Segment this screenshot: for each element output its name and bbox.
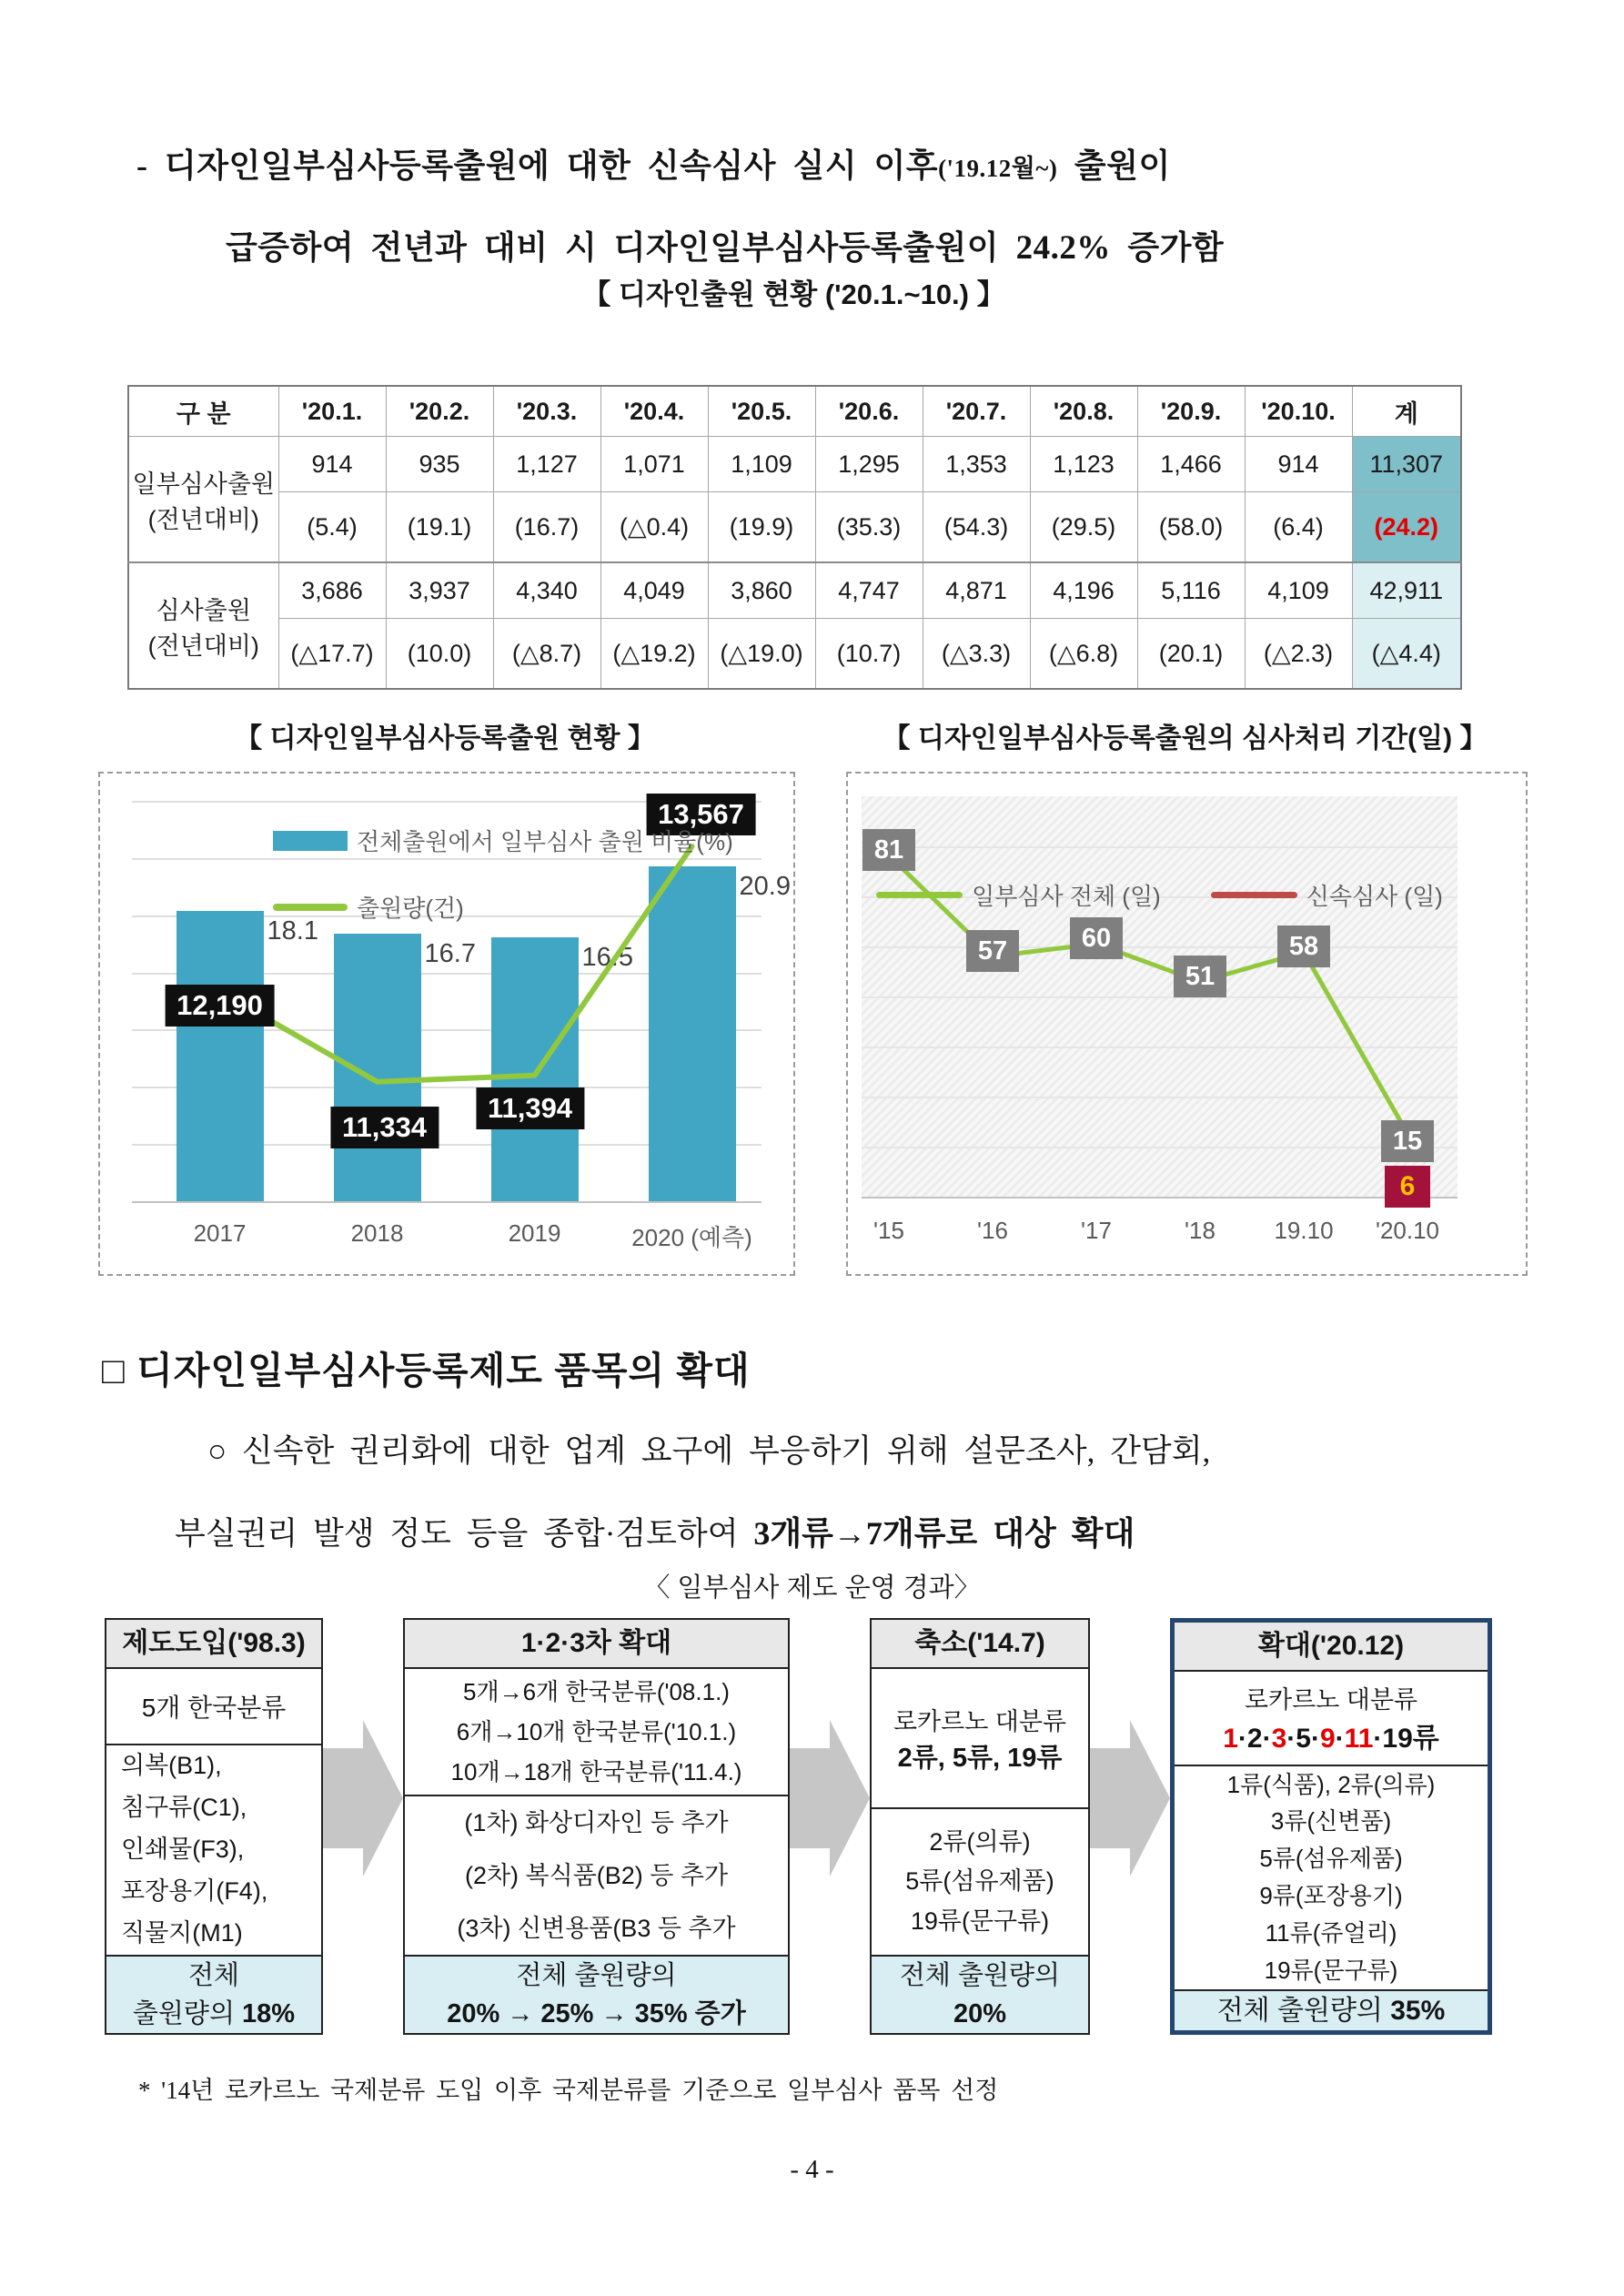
bar-value-label: 20.9 (739, 872, 791, 902)
square-bullet-icon: □ (102, 1350, 126, 1391)
intro-line-1 (136, 140, 1171, 187)
value-cell: 1,466 (1137, 437, 1245, 492)
text-run: 전체 출원량의 (1216, 1995, 1391, 2026)
diagram-text-line (106, 1957, 321, 1995)
pct-cell: (6.4) (1245, 492, 1352, 563)
text-run: 3 (1271, 1724, 1287, 1755)
x-axis-label: '18 (1185, 1217, 1215, 1244)
text-run: 35% (1390, 1995, 1446, 2026)
diagram-box-top-section (106, 1669, 321, 1745)
column-header: 구 분 (128, 386, 278, 437)
intro-line1-date: ('19.12월~) (938, 155, 1058, 182)
diagram-text-line: 5개 한국분류 (141, 1694, 287, 1723)
intro-line1-tail: 출원이 (1057, 147, 1171, 184)
pct-cell: (19.9) (708, 492, 815, 563)
x-axis-label: 2019 (508, 1219, 561, 1247)
diagram-text-line (106, 1995, 321, 2033)
value-cell: 4,340 (493, 562, 600, 619)
legend-item (1211, 878, 1443, 912)
column-header: '20.10. (1245, 386, 1352, 437)
diagram-box-top-section (1175, 1672, 1488, 1766)
value-cell: 914 (1245, 437, 1352, 492)
bullet-line-2 (175, 1508, 1135, 1554)
row-label (128, 562, 278, 689)
table-header-row (128, 386, 1461, 437)
bar-value-label: 18.1 (267, 916, 318, 946)
value-cell: 3,937 (386, 562, 493, 619)
bar-value-label: 16.5 (581, 942, 633, 972)
text-run: 20% → 25% → 35% 증가 (447, 1998, 746, 2028)
text-run: 전체 출원량의 (516, 1960, 677, 1990)
diagram-text-line: 의복(B1), (121, 1752, 222, 1780)
column-header: '20.9. (1137, 386, 1245, 437)
legend (862, 878, 1458, 912)
diagram-box (870, 1618, 1090, 2035)
diagram-box-header: 축소('14.7) (872, 1620, 1088, 1669)
fast-exam-value-label: 6 (1385, 1166, 1430, 1208)
diagram-box-body-section (405, 1796, 788, 1955)
row-label (128, 437, 278, 563)
value-cell: 4,049 (600, 562, 708, 619)
diagram-text-line: 6개→10개 한국분류('10.1.) (456, 1717, 737, 1745)
text-run: 전체 출원량의 (899, 1960, 1061, 1990)
bullet-line1-text: 신속한 권리화에 대한 업계 요구에 부응하기 위해 설문조사, 간담회, (227, 1433, 1211, 1469)
diagram-text-line: 침구류(C1), (121, 1794, 247, 1822)
design-applications-table (127, 385, 1462, 690)
intro-line2-text: 급증하여 전년과 대비 시 디자인일부심사등록출원이 (226, 229, 1016, 266)
line-value-label: 15 (1381, 1120, 1434, 1162)
circle-bullet-icon: ○ (207, 1433, 227, 1469)
bar-value-label: 16.7 (424, 939, 476, 969)
line-value-label: 12,190 (165, 985, 275, 1027)
pct-cell: (19.1) (386, 492, 493, 563)
value-cell: 5,116 (1137, 562, 1245, 619)
left-chart-title: 【 디자인일부심사등록출원 현황 】 (235, 723, 655, 754)
diagram-text-line: 10개→18개 한국분류('11.4.) (450, 1757, 742, 1785)
text-run: 18% (242, 1998, 296, 2028)
table-row (128, 492, 1461, 563)
pct-cell: (20.1) (1137, 619, 1245, 690)
pct-cell: (△8.7) (493, 619, 600, 690)
x-axis-label: '17 (1081, 1217, 1112, 1244)
legend-label: 전체출원에서 일부심사 출원 비율(%) (357, 828, 733, 855)
text-run: 2 (1246, 1724, 1263, 1755)
diagram-box-header: 제도도입('98.3) (106, 1620, 321, 1669)
bullet-line2-text: 부실권리 발생 정도 등을 종합·검토하여 (175, 1516, 754, 1552)
page-number: - 4 - (790, 2155, 834, 2184)
pct-cell: (△6.8) (1030, 619, 1137, 690)
column-header: '20.8. (1030, 386, 1137, 437)
value-cell: 914 (278, 437, 386, 492)
legend-line-series (273, 890, 464, 924)
text-run: 9 (1319, 1724, 1336, 1755)
value-cell: 1,353 (923, 437, 1030, 492)
text-run: · (1286, 1724, 1296, 1755)
right-arrow-icon (1090, 1720, 1170, 1876)
bar-series-swatch-icon (273, 831, 348, 851)
text-run: 1 (1223, 1724, 1238, 1755)
line-value-label: 13,567 (646, 794, 756, 835)
row-label-sub: (전년대비) (147, 632, 259, 660)
diagram-text-line (405, 1995, 788, 2033)
diagram-text-line: 5류(섬유제품) (905, 1867, 1054, 1896)
line-value-label: 60 (1070, 917, 1123, 959)
pct-cell: (54.3) (923, 492, 1030, 563)
total-cell: 11,307 (1352, 437, 1461, 492)
diagram-text-line: (3차) 신변용품(B3 등 추가 (457, 1914, 736, 1942)
pct-cell: (58.0) (1137, 492, 1245, 563)
diagram-text-line: 2류, 5류, 19류 (897, 1744, 1063, 1773)
diagram-title: 〈 일부심사 제도 운영 경과〉 (643, 1573, 981, 1603)
footnote: * '14년 로카르노 국제분류 도입 이후 국제분류를 기준으로 일부심사 품목 선정 (138, 2077, 999, 2104)
text-run: · (1373, 1724, 1383, 1755)
line-value-label: 11,334 (330, 1107, 439, 1148)
diagram-text-line: 1류(식품), 2류(의류) (1226, 1770, 1436, 1798)
total-cell: 42,911 (1352, 562, 1461, 619)
pct-cell: (29.5) (1030, 492, 1137, 563)
text-run: 20% (953, 1998, 1007, 2028)
pct-cell: (16.7) (493, 492, 600, 563)
diagram-text-line: (2차) 복식품(B2) 등 추가 (464, 1861, 729, 1889)
legend-bar-series (273, 824, 733, 857)
table-row (128, 562, 1461, 619)
value-cell: 935 (386, 437, 493, 492)
value-cell: 1,071 (600, 437, 708, 492)
pct-cell: (10.0) (386, 619, 493, 690)
value-cell: 1,109 (708, 437, 815, 492)
value-cell: 4,196 (1030, 562, 1137, 619)
diagram-text-line: 11류(쥬얼리) (1265, 1918, 1397, 1947)
value-cell: 4,747 (815, 562, 923, 619)
x-axis-label: '20.10 (1375, 1217, 1440, 1244)
section-heading (102, 1340, 751, 1394)
pct-cell: (5.4) (278, 492, 386, 563)
legend-label: 일부심사 전체 (일) (972, 883, 1161, 910)
table-title: 【 디자인출원 현황 ('20.1.~10.) 】 (582, 278, 1005, 310)
right-chart-title: 【 디자인일부심사등록출원의 심사처리 기간(일) 】 (883, 723, 1488, 754)
diagram-text-line: 로카르노 대분류 (1244, 1686, 1418, 1714)
x-axis-label: '16 (977, 1217, 1008, 1244)
legend-label: 출원량(건) (357, 895, 464, 922)
diagram-text-line: 로카르노 대분류 (893, 1708, 1067, 1735)
row-label-main: 일부심사출원 (132, 470, 275, 498)
diagram-box (1170, 1618, 1492, 2035)
x-axis-label: 2020 (예측) (631, 1224, 752, 1251)
pct-cell: (△19.2) (600, 619, 708, 690)
diagram-text-line: 9류(포장용기) (1259, 1882, 1403, 1910)
x-axis-label: 2017 (193, 1219, 247, 1247)
column-header: '20.6. (815, 386, 923, 437)
diagram-box-header: 1·2·3차 확대 (405, 1620, 788, 1669)
diagram-text-line: 3류(신변품) (1270, 1807, 1392, 1836)
examination-period-chart (846, 772, 1528, 1276)
line-value-label: 11,394 (476, 1087, 584, 1129)
value-cell: 4,871 (923, 562, 1030, 619)
column-header: '20.7. (923, 386, 1030, 437)
table-row (128, 437, 1461, 492)
intro-line-2 (226, 222, 1224, 268)
diagram-text-line: 인쇄물(F3), (121, 1836, 245, 1864)
value-cell: 1,123 (1030, 437, 1137, 492)
bullet-line2-bold: 3개류→7개류로 대상 확대 (753, 1515, 1135, 1552)
pct-cell: (△17.7) (278, 619, 386, 690)
diagram-text-line: 직물지(M1) (121, 1919, 243, 1947)
x-axis-label: '15 (873, 1217, 904, 1244)
diagram-text-line: (1차) 화상디자인 등 추가 (464, 1808, 729, 1836)
x-axis-label: 19.10 (1274, 1217, 1334, 1244)
text-run: 전체 (187, 1960, 240, 1990)
column-header: '20.3. (493, 386, 600, 437)
system-history-diagram (105, 1618, 1492, 2041)
line-series-swatch-icon (273, 904, 348, 911)
column-header: '20.1. (278, 386, 386, 437)
text-run: 출원량의 (132, 1998, 243, 2028)
diagram-box-body-section (872, 1809, 1088, 1955)
text-run: 11 (1344, 1724, 1374, 1755)
line-series-polyline (220, 846, 692, 1082)
diagram-box-footer (405, 1955, 788, 2033)
total-pct-red: (24.2) (1374, 512, 1439, 541)
row-label-sub: (전년대비) (147, 505, 259, 533)
pct-cell: (35.3) (815, 492, 923, 563)
right-arrow-icon (323, 1720, 403, 1876)
column-header: '20.4. (600, 386, 708, 437)
row-label-main: 심사출원 (156, 596, 251, 624)
line-series-swatch-icon (876, 892, 963, 898)
diagram-box (105, 1618, 323, 2035)
diagram-text-line (872, 1957, 1088, 1995)
bullet-line-1 (207, 1426, 1210, 1472)
diagram-box-top-section (872, 1669, 1088, 1809)
intro-line2-percent: 24.2% (1015, 229, 1111, 267)
diagram-box-footer (872, 1955, 1088, 2033)
line-value-label: 51 (1174, 956, 1226, 997)
diagram-box-top-section (405, 1669, 788, 1796)
legend-item (876, 878, 1161, 912)
column-header: '20.2. (386, 386, 493, 437)
diagram-text-line (872, 1995, 1088, 2033)
total-pct-cell (1352, 492, 1461, 563)
value-cell: 1,127 (493, 437, 600, 492)
value-cell: 3,686 (278, 562, 386, 619)
text-run: · (1237, 1724, 1247, 1755)
pct-cell: (△3.3) (923, 619, 1030, 690)
value-cell: 4,109 (1245, 562, 1352, 619)
diagram-text-line (405, 1957, 788, 1995)
pct-cell: (△0.4) (600, 492, 708, 563)
diagram-text-line: 19류(문구류) (1264, 1956, 1398, 1984)
line-value-label: 58 (1277, 925, 1330, 967)
diagram-text-line: 2류(의류) (929, 1828, 1031, 1856)
diagram-box-header: 확대('20.12) (1175, 1623, 1488, 1672)
column-header: '20.5. (708, 386, 815, 437)
text-run: 19류 (1382, 1724, 1439, 1755)
intro-line2-tail: 증가함 (1110, 229, 1225, 266)
legend-label: 신속심사 (일) (1306, 883, 1443, 910)
line-value-label: 57 (966, 930, 1019, 972)
line-series-swatch-icon (1211, 892, 1297, 898)
line-value-label: 81 (862, 829, 915, 871)
x-axis-label: 2018 (350, 1219, 404, 1247)
text-run: 5 (1296, 1724, 1311, 1755)
value-cell: 3,860 (708, 562, 815, 619)
diagram-box-body-section (1175, 1766, 1488, 1989)
text-run: · (1262, 1724, 1272, 1755)
diagram-box-footer (1175, 1989, 1488, 2031)
diagram-box-footer (106, 1955, 321, 2033)
column-header: 계 (1352, 386, 1461, 437)
right-arrow-icon (790, 1720, 870, 1876)
pct-cell: (10.7) (815, 619, 923, 690)
section-heading-text: 디자인일부심사등록제도 품목의 확대 (136, 1350, 751, 1391)
pct-cell: (△2.3) (1245, 619, 1352, 690)
diagram-text-line (1175, 1991, 1488, 2031)
text-run: · (1310, 1724, 1320, 1755)
diagram-text-line: 포장용기(F4), (121, 1877, 268, 1906)
pct-cell: (△19.0) (708, 619, 815, 690)
diagram-box (403, 1618, 790, 2035)
diagram-text-line (1175, 1715, 1488, 1755)
diagram-text-line: 5개→6개 한국분류('08.1.) (463, 1677, 730, 1705)
partial-examination-applications-chart (98, 772, 795, 1276)
diagram-text-line: 19류(문구류) (910, 1907, 1050, 1935)
intro-line1-text: - 디자인일부심사등록출원에 대한 신속심사 실시 이후 (136, 147, 939, 184)
diagram-box-body-section (106, 1745, 321, 1954)
diagram-text-line: 5류(섬유제품) (1259, 1845, 1403, 1873)
text-run: · (1335, 1724, 1345, 1755)
total-pct-cell: (△4.4) (1352, 619, 1461, 690)
table-row (128, 619, 1461, 690)
value-cell: 1,295 (815, 437, 923, 492)
